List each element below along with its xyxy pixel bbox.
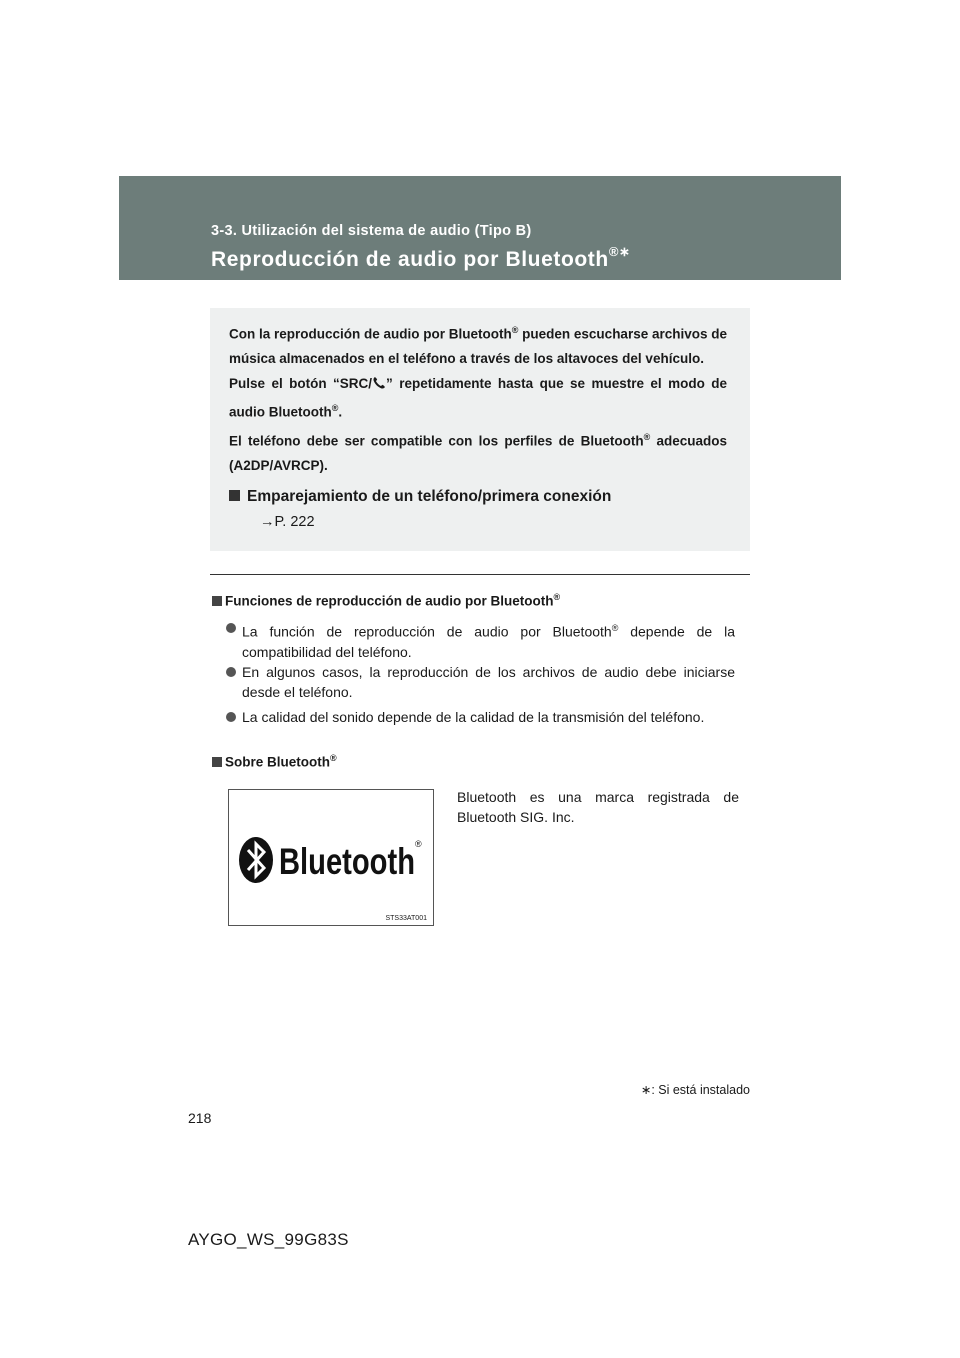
page-title [211, 246, 631, 272]
reg-mark: ® [330, 753, 337, 763]
divider [210, 574, 750, 575]
intro-text [229, 318, 727, 479]
logo-wordmark: Bluetooth [279, 841, 415, 882]
intro-line-3a: El teléfono debe ser compatible con los perfiles de Bluetooth [229, 433, 644, 449]
intro-line-2 [229, 372, 727, 426]
intro-line-3b: adecuados (A2DP/AVRCP). [229, 433, 727, 473]
page-number: 218 [188, 1110, 212, 1126]
intro-box [210, 308, 750, 551]
reg-mark: ® [553, 592, 561, 602]
bluetooth-logo [229, 790, 433, 925]
list-item-text [242, 618, 735, 662]
reg-mark: ® [511, 325, 519, 335]
bullet-1a: La función de reproducción de audio por Bluetooth [242, 623, 612, 640]
page-title-text: Reproducción de audio por Bluetooth [211, 248, 609, 271]
about-heading-text: Sobre Bluetooth [225, 754, 330, 770]
reg-mark: ® [643, 432, 651, 442]
pairing-section-title: Emparejamiento de un teléfono/primera conexión [247, 488, 612, 505]
list-item-text: La calidad del sonido depende de la calidad de la transmisión del teléfono. [242, 709, 705, 725]
chapter-header [119, 176, 841, 280]
bullet-dot-icon [226, 623, 236, 633]
title-marks: ®∗ [608, 244, 631, 259]
intro-line-2c: . [338, 404, 343, 420]
intro-line-2a: Pulse el botón “SRC/ [229, 375, 373, 391]
list-item [226, 618, 735, 662]
bluetooth-logo-figure [228, 789, 434, 926]
section-subtitle: 3-3. Utilización del sistema de audio (Tipo B) [211, 223, 532, 239]
bullet-dot-icon [226, 712, 236, 722]
about-heading [212, 753, 337, 770]
square-bullet-icon [229, 490, 240, 501]
square-bullet-icon [212, 757, 222, 767]
image-code: STS33AT001 [385, 915, 427, 922]
list-item [226, 662, 735, 702]
intro-line-1a: Con la reproducción de audio por Bluetooth [229, 326, 512, 342]
page-reference-link[interactable]: →P. 222 [260, 514, 315, 530]
functions-heading-text: Funciones de reproducción de audio por Bluetooth [225, 593, 554, 609]
document-code: AYGO_WS_99G83S [188, 1230, 349, 1249]
reg-mark: ® [611, 623, 619, 633]
intro-line-2b: ” repetidamente hasta que se muestre el modo de audio Bluetooth [229, 375, 727, 420]
logo-reg-mark: ® [415, 839, 422, 849]
list-item-text: En algunos casos, la reproducción de los archivos de audio debe iniciarse desde el teléfono. [242, 664, 735, 700]
intro-line-1 [229, 318, 727, 372]
trademark-text: Bluetooth es una marca registrada de Bluetooth SIG. Inc. [457, 789, 739, 825]
pairing-section-heading [229, 488, 611, 506]
intro-line-3 [229, 425, 727, 479]
phone-icon [372, 376, 386, 390]
bullet-dot-icon [226, 667, 236, 677]
intro-line-1b: pueden escucharse archivos de música almacenados en el teléfono a través de los altavoces del vehículo. [229, 326, 728, 366]
footnote: ∗: Si está instalado [640, 1083, 750, 1097]
bullet-1b: depende de la compatibilidad del teléfono. [242, 623, 735, 660]
reg-mark: ® [331, 403, 339, 413]
functions-heading [212, 592, 560, 609]
square-bullet-icon [212, 596, 222, 606]
list-item [226, 707, 735, 727]
